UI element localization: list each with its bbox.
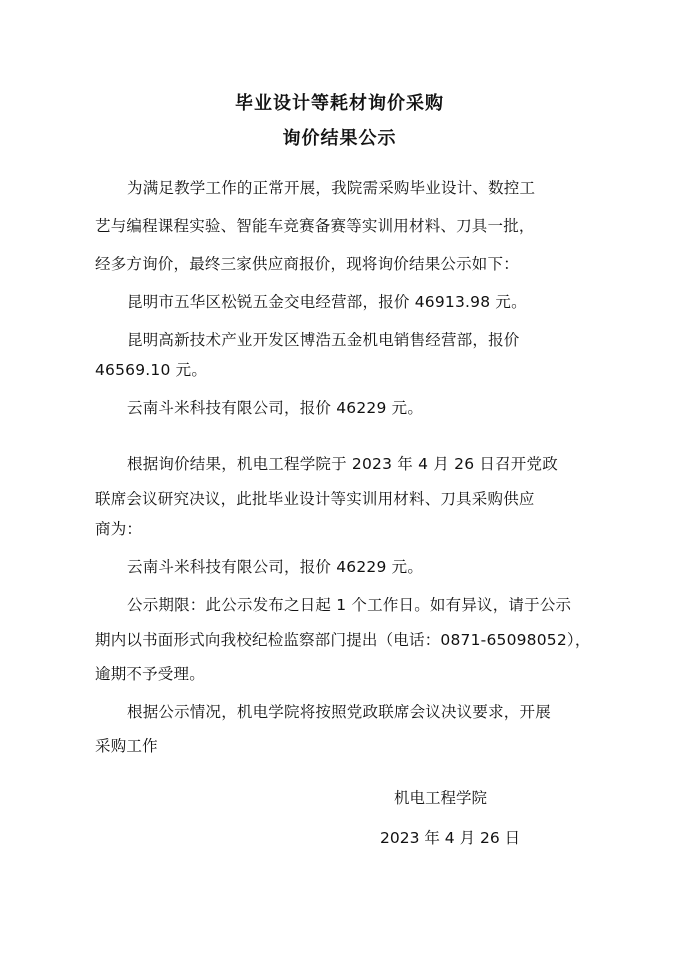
closing-line-1: 根据公示情况，机电学院将按照党政联席会议决议要求，开展 <box>127 703 551 721</box>
quote-2-line-1: 昆明高新技术产业开发区博浩五金机电销售经营部，报价 <box>127 331 520 349</box>
quote-1: 昆明市五华区松锐五金交电经营部，报价 46913.98 元。 <box>127 293 527 311</box>
closing-line-2: 采购工作 <box>95 737 158 755</box>
intro-line-3: 经多方询价，最终三家供应商报价，现将询价结果公示如下： <box>95 255 519 273</box>
notice-line-2: 期内以书面形式向我校纪检监察部门提出（电话：0871-65098052）， <box>95 631 591 649</box>
decision-winner: 云南斗米科技有限公司，报价 46229 元。 <box>127 558 424 576</box>
quote-3: 云南斗米科技有限公司，报价 46229 元。 <box>127 399 424 417</box>
decision-line-1: 根据询价结果，机电工程学院于 2023 年 4 月 26 日召开党政 <box>127 455 558 473</box>
document-title: 毕业设计等耗材询价采购 <box>235 93 444 114</box>
intro-line-1: 为满足教学工作的正常开展，我院需采购毕业设计、数控工 <box>127 179 536 197</box>
signature-org: 机电工程学院 <box>394 789 488 807</box>
decision-line-2: 联席会议研究决议，此批毕业设计等实训用材料、刀具采购供应 <box>95 490 535 508</box>
signature-date: 2023 年 4 月 26 日 <box>380 829 521 847</box>
decision-line-3: 商为： <box>95 520 143 538</box>
notice-line-1: 公示期限：此公示发布之日起 1 个工作日。如有异议，请于公示 <box>127 596 572 614</box>
intro-line-2: 艺与编程课程实验、智能车竞赛备赛等实训用材料、刀具一批， <box>95 217 535 235</box>
notice-line-3: 逾期不予受理。 <box>95 665 205 683</box>
document-subtitle: 询价结果公示 <box>282 128 397 149</box>
quote-2-line-2: 46569.10 元。 <box>95 361 208 379</box>
